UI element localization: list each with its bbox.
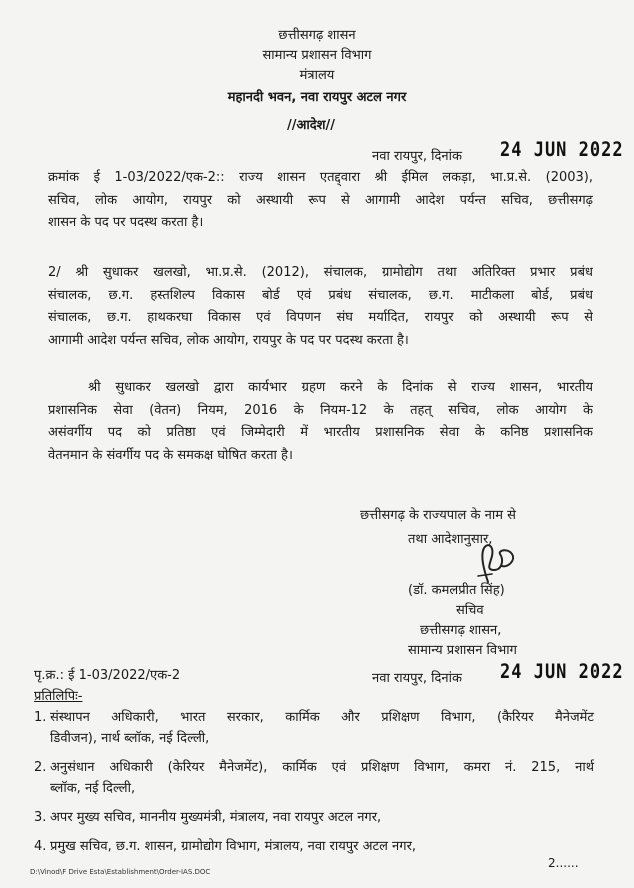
signatory-name: (डॉ. कमलप्रीत सिंह) <box>408 583 505 598</box>
list-item-number: 3. <box>34 810 47 825</box>
list-item-text: ब्लॉक, नई दिल्ली, <box>50 781 136 796</box>
copy-to-list <box>34 707 594 857</box>
para3-line: श्री सुधाकर खलखो द्वारा कार्यभार ग्रहण करने के दिनांक से राज्य शासन, भारतीय <box>88 380 593 395</box>
para3-line: असंवर्गीय पद को प्रतिष्ठा एवं जिम्मेदारी में भारतीय प्रशासनिक सेवा के कनिष्ठ प्रशासनिक <box>48 425 593 440</box>
paragraph-2 <box>48 262 593 352</box>
para3-line: प्रशासनिक सेवा (वेतन) नियम, 2016 के नियम-12 के तहत् सचिव, लोक आयोग के <box>48 402 593 418</box>
list-item <box>34 807 594 828</box>
para2-line: आगामी आदेश पर्यन्त सचिव, लोक आयोग, रायपुर के पद पर पदस्थ करता है। <box>48 332 409 348</box>
para2-line: संचालक, छ.ग. हस्तशिल्प विकास बोर्ड एवं प्रबंध संचालक, छ.ग. माटीकला बोर्ड, प्रबंध <box>48 287 593 303</box>
list-item <box>34 707 594 749</box>
header-secretariat: मंत्रालय <box>299 68 335 83</box>
header-address: महानदी भवन, नवा रायपुर अटल नगर <box>227 90 407 105</box>
para1-line: शासन के पद पर पदस्थ करता है। <box>48 215 204 230</box>
list-item <box>34 757 594 799</box>
list-item-number: 4. <box>34 839 47 854</box>
list-item-text: प्रमुख सचिव, छ.ग. शासन, ग्रामोद्योग विभाग, मंत्रालय, नवा रायपुर अटल नगर, <box>50 839 417 854</box>
para1-line: क्रमांक ई 1-03/2022/एक-2:: राज्य शासन एतद्द्वारा श्री ईमिल लकड़ा, भा.प्र.से. (2003), <box>48 170 593 185</box>
copy-to-label: प्रतिलिपिः- <box>34 689 83 704</box>
authority-line-2: तथा आदेशानुसार, <box>408 532 493 547</box>
authority-line: छत्तीसगढ़ के राज्यपाल के नाम से <box>360 508 516 523</box>
paragraph-3 <box>48 377 593 467</box>
header-department: सामान्य प्रशासन विभाग <box>262 48 372 63</box>
date-stamp: 24 JUN 2022 <box>500 138 624 162</box>
para2-line: 2/ श्री सुधाकर खलखो, भा.प्र.से. (2012), संचालक, ग्रामोद्योग तथा अतिरिक्त प्रभार प्रबंध <box>48 265 593 280</box>
signatory-org: छत्तीसगढ़ शासन, <box>420 623 502 638</box>
signatory-designation: सचिव <box>456 603 484 618</box>
list-item-text: संस्थापन अधिकारी, भारत सरकार, कार्मिक और प्रशिक्षण विभाग, (कैरियर मैनेजमेंट <box>50 710 594 725</box>
list-item-text: डिवीजन), नार्थ ब्लॉक, नई दिल्ली, <box>50 731 210 746</box>
endorsement-date-stamp: 24 JUN 2022 <box>500 660 624 684</box>
dateline-label: नवा रायपुर, दिनांक <box>372 149 462 164</box>
list-item-text: अनुसंधान अधिकारी (केरियर मैनेजमेंट), कार्मिक एवं प्रशिक्षण विभाग, कमरा नं. 215, नार्थ <box>50 760 594 775</box>
list-item <box>34 836 594 857</box>
list-item-number: 2. <box>34 760 47 775</box>
endorsement-date-label: नवा रायपुर, दिनांक <box>372 671 462 686</box>
para2-line: संचालक, छ.ग. हाथकरघा विकास एवं विपणन संघ मर्यादित, रायपुर को अस्थायी रूप से <box>48 310 593 325</box>
list-item-number: 1. <box>34 710 47 725</box>
paragraph-1 <box>48 167 593 235</box>
file-path: D:\Vinod\F Drive Esta\Establishment\Order-IAS.DOC <box>30 868 211 876</box>
para3-line: वेतनमान के संवर्गीय पद के समकक्ष घोषित करता है। <box>48 447 293 463</box>
order-title: //आदेश// <box>286 118 336 133</box>
header-state: छत्तीसगढ़ शासन <box>278 28 356 43</box>
list-item-text: अपर मुख्य सचिव, माननीय मुख्यमंत्री, मंत्रालय, नवा रायपुर अटल नगर, <box>50 810 382 825</box>
endorsement-ref: पृ.क्र.: ई 1-03/2022/एक-2 <box>34 668 181 683</box>
para1-line: सचिव, लोक आयोग, रायपुर को अस्थायी रूप से आगामी आदेश पर्यन्त सचिव, छत्तीसगढ़ <box>48 192 593 208</box>
next-page-indicator: 2...... <box>548 856 579 870</box>
signatory-dept: सामान्य प्रशासन विभाग <box>408 643 517 658</box>
